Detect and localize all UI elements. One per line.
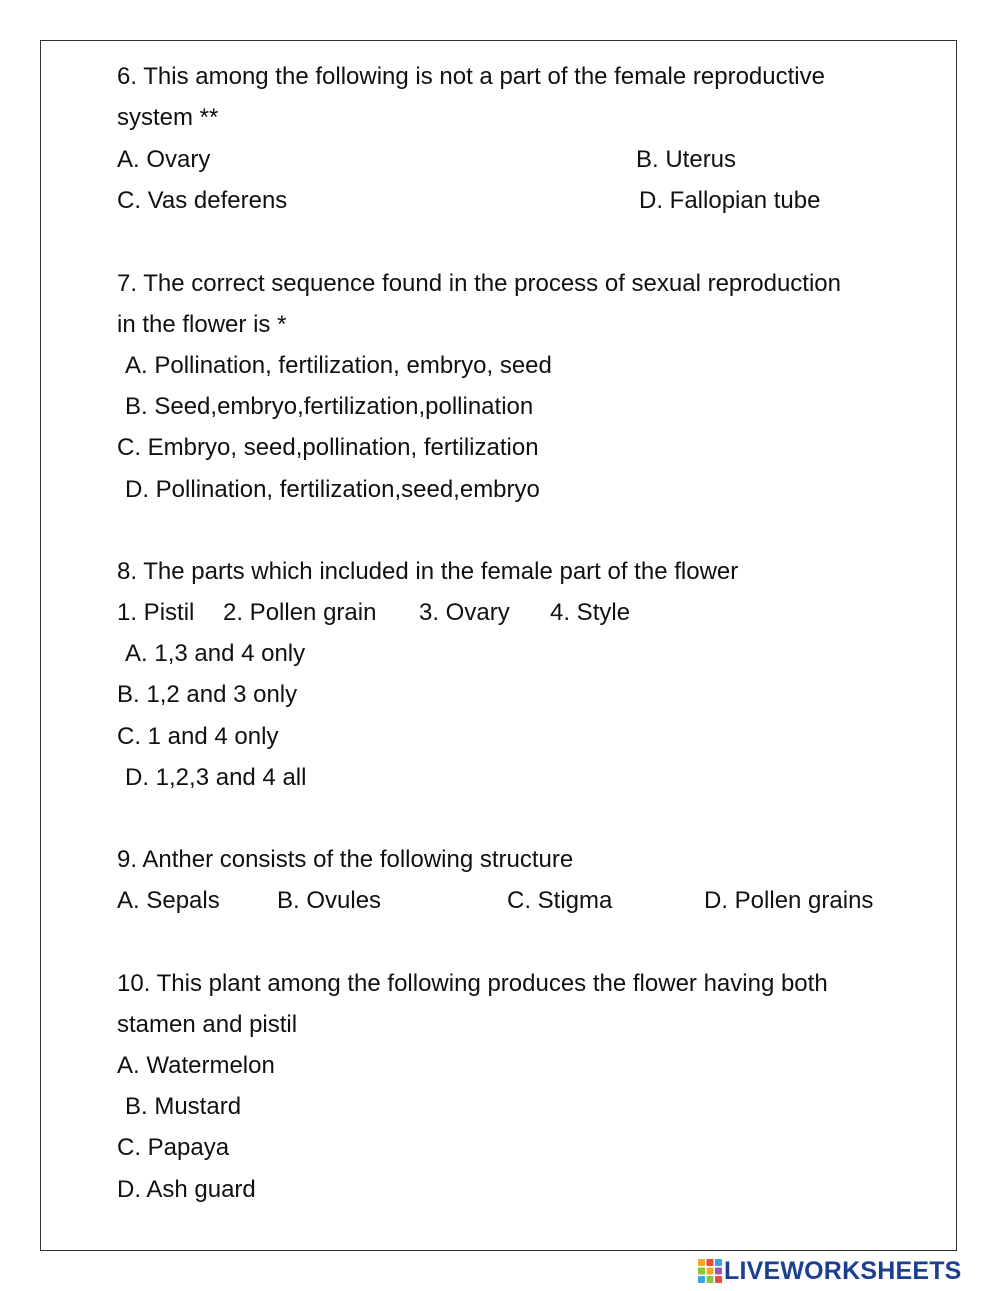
question-10-option-d[interactable]: D. Ash guard [117,1176,256,1203]
question-6-stem-line-2: system ** [117,104,219,131]
question-6-option-b[interactable]: B. Uterus [636,146,737,173]
question-9-option-d[interactable]: D. Pollen grains [704,887,874,914]
question-8-stem: 8. The parts which included in the female part of the flower [117,558,739,585]
question-9-option-a[interactable]: A. Sepals [117,887,220,914]
question-7-stem-line-1: 7. The correct sequence found in the process of sexual reproduction [117,270,841,297]
question-6-option-a[interactable]: A. Ovary [117,146,211,173]
question-7-option-a[interactable]: A. Pollination, fertilization, embryo, seed [125,352,552,379]
question-8-item-1: 1. Pistil [117,599,195,626]
question-10-option-c[interactable]: C. Papaya [117,1134,230,1161]
question-7-option-d[interactable]: D. Pollination, fertilization,seed,embryo [125,476,540,503]
liveworksheets-logo-text: LIVEWORKSHEETS [724,1257,962,1285]
question-8-option-d[interactable]: D. 1,2,3 and 4 all [125,764,307,791]
question-6-option-d[interactable]: D. Fallopian tube [639,187,821,214]
question-10-stem-line-2: stamen and pistil [117,1011,298,1038]
liveworksheets-logo[interactable] [698,1258,962,1284]
question-9-stem: 9. Anther consists of the following structure [117,846,574,873]
question-10-option-a[interactable]: A. Watermelon [117,1052,275,1079]
liveworksheets-logo-icon [698,1259,722,1283]
question-6-stem-line-1: 6. This among the following is not a part of the female reproductive [117,63,825,90]
question-10-option-b[interactable]: B. Mustard [125,1093,242,1120]
question-10-stem-line-1: 10. This plant among the following produces the flower having both [117,970,828,997]
question-8-option-a[interactable]: A. 1,3 and 4 only [125,640,306,667]
question-7-option-b[interactable]: B. Seed,embryo,fertilization,pollination [125,393,534,420]
question-9-option-c[interactable]: C. Stigma [507,887,613,914]
question-8-item-3: 3. Ovary [419,599,510,626]
question-8-item-2: 2. Pollen grain [223,599,377,626]
question-8-option-c[interactable]: C. 1 and 4 only [117,723,279,750]
question-6-option-c[interactable]: C. Vas deferens [117,187,288,214]
question-8-option-b[interactable]: B. 1,2 and 3 only [117,681,298,708]
question-8-item-4: 4. Style [550,599,631,626]
question-7-option-c[interactable]: C. Embryo, seed,pollination, fertilization [117,434,539,461]
question-7-stem-line-2: in the flower is * [117,311,287,338]
question-9-option-b[interactable]: B. Ovules [277,887,382,914]
